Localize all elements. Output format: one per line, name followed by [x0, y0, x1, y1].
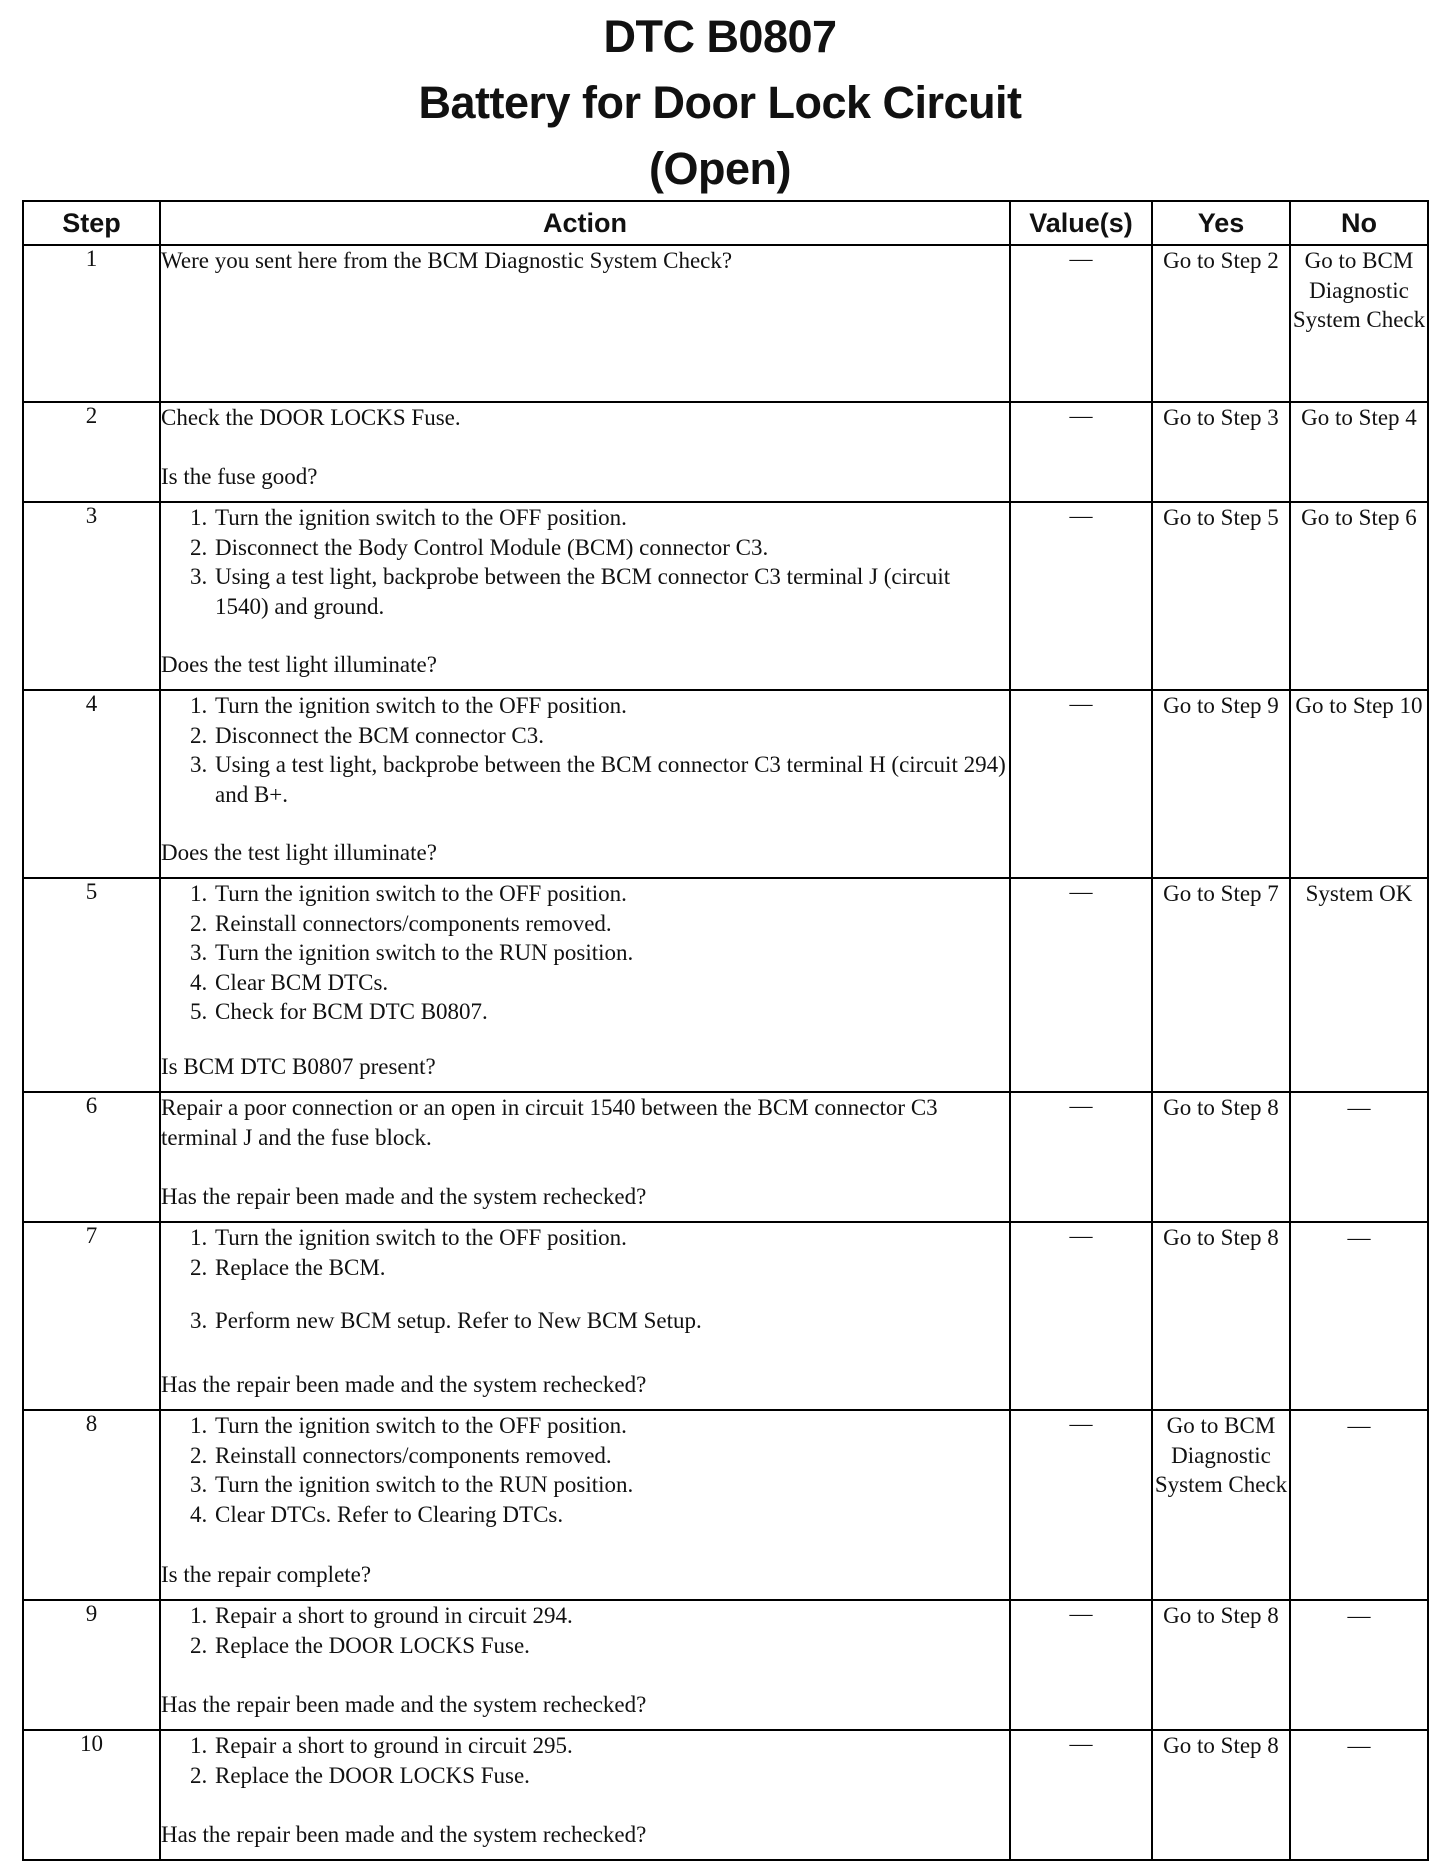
action-step-item: 2. Disconnect the BCM connector C3.	[213, 721, 1009, 751]
action-step-item: 1. Repair a short to ground in circuit 294.	[213, 1601, 1009, 1631]
yes-result: Go to Step 8	[1152, 1730, 1290, 1860]
action-content	[161, 1411, 1009, 1589]
action-body	[161, 1731, 1009, 1790]
table-row	[23, 878, 1428, 1092]
action-step-item: 1. Turn the ignition switch to the OFF position.	[213, 879, 1009, 909]
action-question: Has the repair been made and the system rechecked?	[161, 1691, 647, 1717]
action-body	[161, 503, 1009, 621]
table-row	[23, 502, 1428, 690]
title-condition: (Open)	[649, 143, 791, 194]
table-row	[23, 245, 1428, 402]
no-result: —	[1290, 1222, 1428, 1410]
action-cell	[160, 1222, 1010, 1410]
action-step-item: 3. Turn the ignition switch to the RUN position.	[213, 1470, 1009, 1500]
no-result: Go to BCM Diagnostic System Check	[1290, 245, 1428, 402]
action-question: Is the fuse good?	[161, 463, 318, 489]
action-question: Is BCM DTC B0807 present?	[161, 1053, 436, 1079]
header-yes: Yes	[1152, 201, 1290, 245]
action-steps-list	[161, 1411, 1009, 1529]
no-result: Go to Step 6	[1290, 502, 1428, 690]
action-cell	[160, 1600, 1010, 1730]
action-step-item: 1. Turn the ignition switch to the OFF position.	[213, 1223, 1009, 1253]
header-step: Step	[23, 201, 160, 245]
value-cell: —	[1010, 1410, 1152, 1600]
action-question: Does the test light illuminate?	[161, 651, 437, 677]
action-question: Has the repair been made and the system rechecked?	[161, 1183, 647, 1209]
yes-result: Go to BCM Diagnostic System Check	[1152, 1410, 1290, 1600]
action-question: Is the repair complete?	[161, 1561, 372, 1587]
step-number: 9	[23, 1600, 160, 1730]
action-body	[161, 1411, 1009, 1529]
no-result: —	[1290, 1730, 1428, 1860]
action-step-item: 2. Replace the DOOR LOCKS Fuse.	[213, 1761, 1009, 1791]
action-content	[161, 246, 1009, 391]
action-step-item: 1. Turn the ignition switch to the OFF position.	[213, 691, 1009, 721]
action-step-item: 2. Replace the BCM.	[213, 1253, 1009, 1283]
step-number: 8	[23, 1410, 160, 1600]
action-content	[161, 503, 1009, 679]
action-steps-list	[161, 1731, 1009, 1790]
action-steps-list	[161, 879, 1009, 1027]
step-number: 7	[23, 1222, 160, 1410]
action-content	[161, 879, 1009, 1081]
action-question: Does the test light illuminate?	[161, 839, 437, 865]
action-body	[161, 879, 1009, 1027]
table-row	[23, 690, 1428, 878]
action-cell	[160, 690, 1010, 878]
table-row	[23, 1092, 1428, 1222]
yes-result: Go to Step 7	[1152, 878, 1290, 1092]
no-result: Go to Step 4	[1290, 402, 1428, 502]
step-number: 4	[23, 690, 160, 878]
action-question: Has the repair been made and the system rechecked?	[161, 1821, 647, 1847]
action-step-item: 4. Clear DTCs. Refer to Clearing DTCs.	[213, 1500, 1009, 1530]
action-question: Has the repair been made and the system rechecked?	[161, 1371, 647, 1397]
action-step-item: 3. Perform new BCM setup. Refer to New BCM Setup.	[213, 1306, 1009, 1336]
value-cell: —	[1010, 402, 1152, 502]
action-cell	[160, 245, 1010, 402]
action-content	[161, 1731, 1009, 1849]
table-row	[23, 1600, 1428, 1730]
step-number: 2	[23, 402, 160, 502]
action-step-item: 3. Using a test light, backprobe between the BCM connector C3 terminal H (circuit 294) and B+.	[213, 750, 1009, 809]
title-block	[0, 0, 1440, 202]
value-cell: —	[1010, 245, 1152, 402]
action-body	[161, 1601, 1009, 1660]
action-text: Check the DOOR LOCKS Fuse.	[161, 405, 461, 430]
diagnostic-table	[22, 200, 1429, 1861]
action-step-item: 2. Reinstall connectors/components removed.	[213, 909, 1009, 939]
value-cell: —	[1010, 1092, 1152, 1222]
value-cell: —	[1010, 690, 1152, 878]
step-number: 1	[23, 245, 160, 402]
header-row	[23, 201, 1428, 245]
table-row	[23, 1222, 1428, 1410]
action-content	[161, 1093, 1009, 1211]
action-content	[161, 1601, 1009, 1719]
action-cell	[160, 402, 1010, 502]
title-dtc-code: DTC B0807	[603, 11, 837, 62]
yes-result: Go to Step 8	[1152, 1092, 1290, 1222]
action-step-item: 5. Check for BCM DTC B0807.	[213, 997, 1009, 1027]
no-result: —	[1290, 1092, 1428, 1222]
action-cell	[160, 1730, 1010, 1860]
action-content	[161, 691, 1009, 867]
action-steps-list	[161, 1601, 1009, 1660]
yes-result: Go to Step 5	[1152, 502, 1290, 690]
action-body	[161, 403, 1009, 433]
no-result: System OK	[1290, 878, 1428, 1092]
value-cell: —	[1010, 502, 1152, 690]
step-number: 10	[23, 1730, 160, 1860]
title-circuit-name: Battery for Door Lock Circuit	[418, 77, 1022, 128]
value-cell: —	[1010, 1222, 1152, 1410]
action-cell	[160, 1092, 1010, 1222]
action-cell	[160, 502, 1010, 690]
action-text: Were you sent here from the BCM Diagnostic System Check?	[161, 248, 733, 273]
action-step-item: 2. Replace the DOOR LOCKS Fuse.	[213, 1631, 1009, 1661]
yes-result: Go to Step 8	[1152, 1600, 1290, 1730]
action-step-item: 4. Clear BCM DTCs.	[213, 968, 1009, 998]
table-row	[23, 1410, 1428, 1600]
action-body	[161, 691, 1009, 809]
action-body	[161, 246, 1009, 276]
action-content	[161, 1223, 1009, 1399]
action-step-item: 1. Repair a short to ground in circuit 295.	[213, 1731, 1009, 1761]
value-cell: —	[1010, 1730, 1152, 1860]
action-step-item: 1. Turn the ignition switch to the OFF position.	[213, 503, 1009, 533]
action-step-item: 2. Reinstall connectors/components removed.	[213, 1441, 1009, 1471]
action-step-item: 3. Using a test light, backprobe between the BCM connector C3 terminal J (circuit 1540) and ground.	[213, 562, 1009, 621]
action-step-item: 1. Turn the ignition switch to the OFF position.	[213, 1411, 1009, 1441]
no-result: —	[1290, 1410, 1428, 1600]
action-body	[161, 1223, 1009, 1336]
value-cell: —	[1010, 878, 1152, 1092]
no-result: Go to Step 10	[1290, 690, 1428, 878]
yes-result: Go to Step 9	[1152, 690, 1290, 878]
header-values: Value(s)	[1010, 201, 1152, 245]
step-number: 3	[23, 502, 160, 690]
action-body	[161, 1093, 1009, 1152]
action-cell	[160, 1410, 1010, 1600]
step-number: 5	[23, 878, 160, 1092]
table-row	[23, 402, 1428, 502]
step-number: 6	[23, 1092, 160, 1222]
action-steps-list	[161, 1223, 1009, 1336]
action-cell	[160, 878, 1010, 1092]
action-text: Repair a poor connection or an open in circuit 1540 between the BCM connector C3 terminal J and the fuse block.	[161, 1095, 938, 1150]
table-body	[23, 245, 1428, 1860]
action-step-item: 2. Disconnect the Body Control Module (BCM) connector C3.	[213, 533, 1009, 563]
table-row	[23, 1730, 1428, 1860]
action-steps-list	[161, 691, 1009, 809]
action-content	[161, 403, 1009, 491]
no-result: —	[1290, 1600, 1428, 1730]
header-no: No	[1290, 201, 1428, 245]
yes-result: Go to Step 3	[1152, 402, 1290, 502]
value-cell: —	[1010, 1600, 1152, 1730]
yes-result: Go to Step 8	[1152, 1222, 1290, 1410]
yes-result: Go to Step 2	[1152, 245, 1290, 402]
header-action: Action	[160, 201, 1010, 245]
action-step-item: 3. Turn the ignition switch to the RUN position.	[213, 938, 1009, 968]
action-steps-list	[161, 503, 1009, 621]
